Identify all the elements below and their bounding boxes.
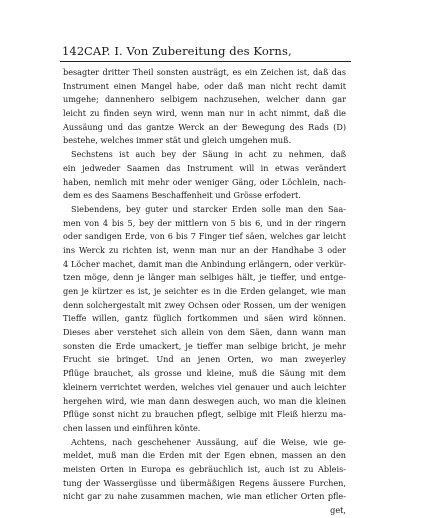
header-rule — [60, 61, 351, 62]
text-line: Instrument einen Mangel habe, oder daß man nicht recht damit — [63, 80, 346, 91]
text-line: Achtens, nach geschehener Aussäung, auf die Weise, wie ge- — [71, 436, 346, 447]
text-line: Siebendens, bey guter und starcker Erden solle man den Saa- — [71, 203, 346, 214]
text-line: tung der Wassergüsse und übermäßigen Regens äussere Furchen, — [63, 477, 346, 488]
text-line: ins Werck zu richten ist, wenn man nur an der Handhabe 3 oder — [63, 244, 346, 255]
text-line: Frucht sie bringet. Und an jenen Orten, wo man zweyerley — [63, 354, 346, 365]
text-line: sonsten die Erde umackert, je tieffer man selbige bricht, je mehr — [63, 340, 346, 351]
text-line: besagter dritter Theil sonsten austrägt, es ein Zeichen ist, daß das — [63, 67, 346, 77]
text-line: umgehe; dannenhero selbigem nachzusehen, welcher dann gar — [63, 94, 346, 105]
text-line: haben, nemlich mit mehr oder weniger Gäng, oder Löchlein, nach- — [63, 176, 346, 187]
text-line: get, — [330, 505, 346, 515]
text-line: Sechstens ist auch bey der Säung in acht zu nehmen, daß — [71, 149, 346, 160]
text-line: hergehen wird, wie man dann deswegen auch, wo man die kleinen — [63, 395, 346, 406]
text-line: Pflüge sonst nicht zu brauchen pflegt, selbige mit Fleiß hierzu ma- — [63, 409, 346, 420]
text-line: tzen möge, denn je länger man selbiges hält, je tieffer, und entge- — [63, 272, 346, 283]
text-line: dem es des Saamens Beschaffenheit und Grösse erfodert. — [63, 190, 301, 201]
text-line: denn solchergestalt mit zwey Ochsen oder Rossen, um der wenigen — [63, 299, 346, 310]
text-line: oder sandigen Erde, von 6 bis 7 Finger tief säen, welches gar leicht — [63, 231, 346, 242]
text-line: 4 Löcher machet, damit man die Anbindung erlängern, oder verkür- — [63, 258, 346, 269]
text-line: meisten Orten in Europa es gebräuchlich ist, auch ist zu Ableis- — [63, 463, 346, 474]
text-line: Dieses aber verstehet sich allein von dem Säen, dann wann man — [63, 327, 346, 338]
text-line: gen je kürtzer es ist, je seichter es in die Erden gelanget, wie man — [63, 286, 346, 296]
text-line: leicht zu finden seyn wird, wenn man nur in acht nimmt, daß die — [63, 108, 346, 119]
text-line: Pflüge brauchet, als grosse und kleine, muß die Säung mit dem — [63, 368, 346, 379]
text-line: ein jedweder Saamen das Instrument will in etwas verändert — [63, 162, 346, 173]
running-title: CAP. I. Von Zubereitung des Korns, — [84, 44, 292, 58]
body-text — [63, 66, 346, 518]
page-number: 142 — [62, 44, 85, 58]
text-line: men von 4 bis 5, bey der mittlern von 5 bis 6, und in der ringern — [63, 217, 346, 228]
text-line: kleinern verrichtet werden, welches viel genauer und auch leichter — [63, 381, 346, 392]
text-line: meldet, muß man die Erden mit der Egen ebnen, massen an den — [63, 450, 346, 461]
text-line: Aussäung und das gantze Werck an der Bewegung des Rads (D) — [63, 121, 346, 132]
text-line: Tieffe willen, gantz füglich fortkommen und säen wird können. — [63, 313, 346, 324]
text-line: nicht gar zu nahe zusammen machen, wie man etlicher Orten pfle- — [63, 491, 346, 502]
page-header — [62, 44, 346, 58]
text-line: chen lassen und einführen könte. — [63, 422, 201, 433]
text-line: bestehe, welches immer stät und gleich umgehen muß. — [63, 135, 292, 146]
